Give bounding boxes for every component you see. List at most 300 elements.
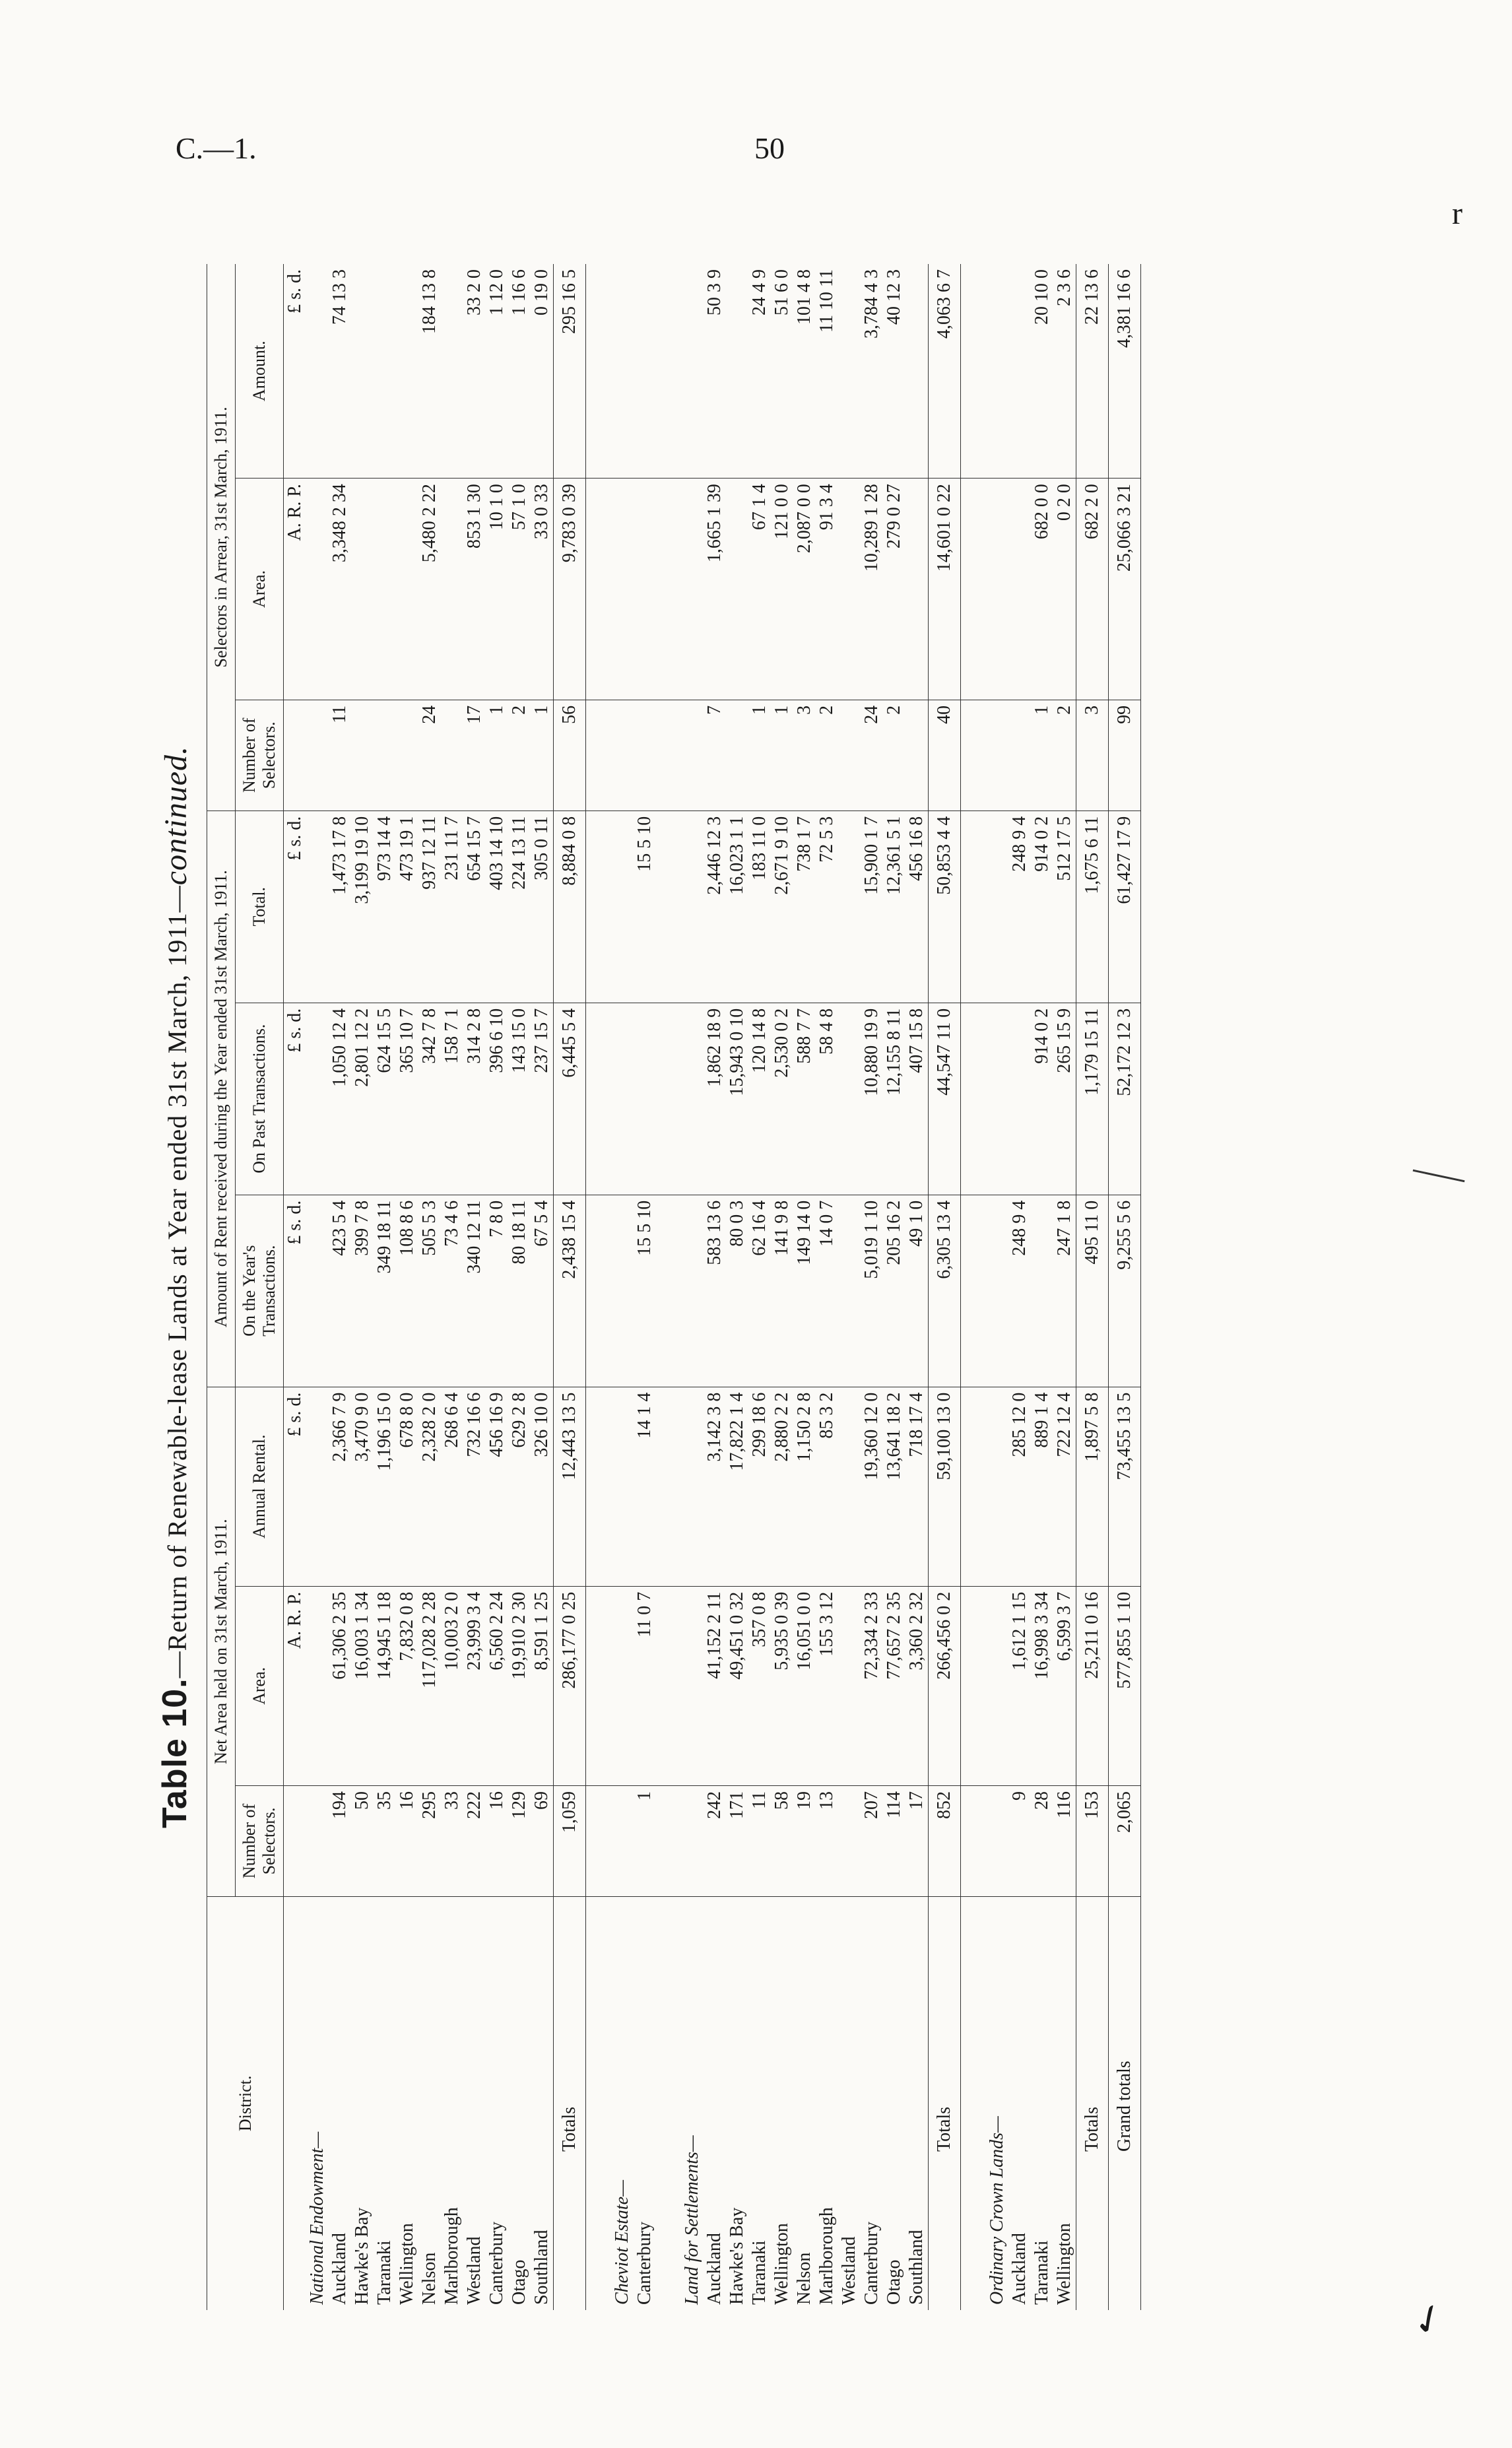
cell-sn — [1008, 700, 1031, 810]
cell-r: 299 18 6 — [748, 1387, 771, 1586]
cell-y: 349 18 11 — [374, 1195, 396, 1387]
rotated-table-block — [155, 264, 1376, 2310]
district-cell: Westland — [464, 2236, 484, 2305]
section-label: Land for Settlements— — [682, 2135, 702, 2305]
cell-sa — [838, 479, 861, 700]
section-label: Ordinary Crown Lands— — [987, 2116, 1007, 2305]
cell-y: 5,019 1 10 — [861, 1195, 883, 1387]
cell-p: 6,445 5 4 — [554, 1003, 586, 1195]
table-body — [306, 264, 1141, 2310]
section-row — [611, 264, 634, 2310]
cell-a: 3,360 2 32 — [905, 1586, 929, 1785]
district-cell: Auckland — [704, 2233, 725, 2305]
table-row — [634, 264, 656, 2310]
table-row — [816, 264, 838, 2310]
table-row — [374, 264, 396, 2310]
cell-r: 732 16 6 — [463, 1387, 486, 1586]
arrear-group-header: Selectors in Arrear, 31st March, 1911. — [207, 264, 236, 810]
units-money: £ s. d. — [284, 1387, 307, 1586]
table-number: Table 10. — [156, 1678, 194, 1829]
cell-t: 224 13 11 — [508, 810, 531, 1003]
cell-a: 14,945 1 18 — [374, 1586, 396, 1785]
cell-r: 718 17 4 — [905, 1387, 929, 1586]
cell-sa: 9,783 0 39 — [554, 479, 586, 700]
cell-t: 305 0 11 — [531, 810, 554, 1003]
table-row — [861, 264, 883, 2310]
units-money: £ s. d. — [284, 1195, 307, 1387]
cell-p: 143 15 0 — [508, 1003, 531, 1195]
cell-sa: 14,601 0 22 — [929, 479, 961, 700]
cell-n: 69 — [531, 1785, 554, 1896]
rent-group-header: Amount of Rent received during the Year ended 31st March, 1911. — [207, 810, 236, 1387]
cell-sm — [905, 264, 929, 479]
cell-sn — [726, 700, 748, 810]
cell-sa — [374, 479, 396, 700]
on-past-header: On Past Transactions. — [236, 1003, 284, 1195]
cell-y: 67 5 4 — [531, 1195, 554, 1387]
cell-sn: 1 — [531, 700, 554, 810]
cell-a: 6,560 2 24 — [486, 1586, 508, 1785]
number-selectors-header: Number of Selectors. — [236, 1785, 284, 1896]
cell-n: 114 — [883, 1785, 905, 1896]
district-cell: Auckland — [329, 2233, 350, 2305]
table-title-suffix: continued. — [158, 745, 193, 886]
cell-r: 19,360 12 0 — [861, 1387, 883, 1586]
cell-y: 108 8 6 — [396, 1195, 418, 1387]
cell-a: 61,306 2 35 — [329, 1586, 351, 1785]
cell-t: 403 14 10 — [486, 810, 508, 1003]
table-row — [531, 264, 554, 2310]
cell-sa: 682 0 0 — [1031, 479, 1053, 700]
cell-sm — [838, 264, 861, 479]
table-row — [793, 264, 816, 2310]
on-year-header: On the Year's Transactions. — [236, 1195, 284, 1387]
cell-y: 205 16 2 — [883, 1195, 905, 1387]
units-area: A. R. P. — [284, 479, 307, 700]
cell-r: 456 16 9 — [486, 1387, 508, 1586]
cell-r: 2,880 2 2 — [771, 1387, 793, 1586]
cell-a: 1,612 1 15 — [1008, 1586, 1031, 1785]
page-number: 50 — [754, 131, 785, 165]
net-area-group-header: Net Area held on 31st March, 1911. — [207, 1387, 236, 1896]
table-row — [508, 264, 531, 2310]
district-cell: Hawke's Bay — [727, 2207, 747, 2305]
cell-y: 80 18 11 — [508, 1195, 531, 1387]
cell-r: 678 8 0 — [396, 1387, 418, 1586]
cell-a: 23,999 3 4 — [463, 1586, 486, 1785]
district-cell: Taranaki — [749, 2240, 770, 2305]
cell-n: 35 — [374, 1785, 396, 1896]
cell-sm: 0 19 0 — [531, 264, 554, 479]
cell-t: 914 0 2 — [1031, 810, 1053, 1003]
cell-n: 33 — [441, 1785, 463, 1896]
section-label: National Endowment— — [307, 2131, 327, 2305]
cell-r: 2,328 2 0 — [418, 1387, 441, 1586]
cell-n: 295 — [418, 1785, 441, 1896]
cell-y: 423 5 4 — [329, 1195, 351, 1387]
cell-r: 13,641 18 2 — [883, 1387, 905, 1586]
cell-sm: 295 16 5 — [554, 264, 586, 479]
district-cell: Otago — [509, 2259, 529, 2305]
cell-sn — [634, 700, 656, 810]
section-label: Cheviot Estate— — [612, 2180, 632, 2305]
cell-y: 505 5 3 — [418, 1195, 441, 1387]
cell-sm: 184 13 8 — [418, 264, 441, 479]
cell-n: 171 — [726, 1785, 748, 1896]
cell-sn: 24 — [861, 700, 883, 810]
cell-n: 153 — [1076, 1785, 1109, 1896]
cell-y: 80 0 3 — [726, 1195, 748, 1387]
cell-p: 2,530 0 2 — [771, 1003, 793, 1195]
cell-t: 2,446 12 3 — [704, 810, 726, 1003]
district-cell: Otago — [884, 2259, 904, 2305]
cell-sa — [441, 479, 463, 700]
cell-sn: 3 — [1076, 700, 1109, 810]
cell-n: 242 — [704, 1785, 726, 1896]
district-cell: Southland — [531, 2230, 552, 2305]
cell-y: 9,255 5 6 — [1109, 1195, 1141, 1387]
cell-t: 1,473 17 8 — [329, 810, 351, 1003]
cell-t: 15,900 1 7 — [861, 810, 883, 1003]
cell-y: 247 1 8 — [1053, 1195, 1076, 1387]
cell-y: 2,438 15 4 — [554, 1195, 586, 1387]
cell-p: 1,050 12 4 — [329, 1003, 351, 1195]
cell-p: 265 15 9 — [1053, 1003, 1076, 1195]
cell-r: 722 12 4 — [1053, 1387, 1076, 1586]
table-row — [726, 264, 748, 2310]
cell-n: 194 — [329, 1785, 351, 1896]
spacer-row — [586, 264, 612, 2310]
cell-y: 73 4 6 — [441, 1195, 463, 1387]
cell-p: 365 10 7 — [396, 1003, 418, 1195]
cell-p: 2,801 12 2 — [351, 1003, 374, 1195]
cell-sm: 1 16 6 — [508, 264, 531, 479]
cell-p: 52,172 12 3 — [1109, 1003, 1141, 1195]
cell-sm — [396, 264, 418, 479]
cell-y: 149 14 0 — [793, 1195, 816, 1387]
table-row — [838, 264, 861, 2310]
cell-sm: 50 3 9 — [704, 264, 726, 479]
cell-t — [838, 810, 861, 1003]
cell-n: 207 — [861, 1785, 883, 1896]
cell-t: 473 19 1 — [396, 810, 418, 1003]
units-area: A. R. P. — [284, 1586, 307, 1785]
district-cell: Hawke's Bay — [352, 2207, 372, 2305]
cell-sa — [351, 479, 374, 700]
cell-sm: 3,784 4 3 — [861, 264, 883, 479]
cell-p: 120 14 8 — [748, 1003, 771, 1195]
table-row — [1053, 264, 1076, 2310]
cell-p: 588 7 7 — [793, 1003, 816, 1195]
cell-sm: 33 2 0 — [463, 264, 486, 479]
cell-sa — [726, 479, 748, 700]
cell-sa: 25,066 3 21 — [1109, 479, 1141, 700]
cell-sa: 121 0 0 — [771, 479, 793, 700]
cell-r: 3,142 3 8 — [704, 1387, 726, 1586]
cell-t: 12,361 5 1 — [883, 810, 905, 1003]
cell-n: 222 — [463, 1785, 486, 1896]
cell-sn — [838, 700, 861, 810]
district-cell: Totals — [1076, 1896, 1109, 2310]
totals-row — [554, 264, 586, 2310]
cell-a: 286,177 0 25 — [554, 1586, 586, 1785]
cell-sn — [351, 700, 374, 810]
district-cell: Canterbury — [486, 2222, 507, 2305]
table-row — [418, 264, 441, 2310]
district-cell: Nelson — [794, 2252, 814, 2305]
cell-a: 6,599 3 7 — [1053, 1586, 1076, 1785]
cell-n: 13 — [816, 1785, 838, 1896]
district-cell: Taranaki — [1032, 2240, 1052, 2305]
table-row — [748, 264, 771, 2310]
spacer-row — [961, 264, 987, 2310]
cell-sa: 5,480 2 22 — [418, 479, 441, 700]
cell-sa: 2,087 0 0 — [793, 479, 816, 700]
cell-y — [1031, 1195, 1053, 1387]
cell-t: 2,671 9 10 — [771, 810, 793, 1003]
cell-r: 14 1 4 — [634, 1387, 656, 1586]
cell-n: 116 — [1053, 1785, 1076, 1896]
cell-sn: 40 — [929, 700, 961, 810]
table-row — [463, 264, 486, 2310]
cell-n: 16 — [486, 1785, 508, 1896]
area-header: Area. — [236, 1586, 284, 1785]
arrear-area-header: Area. — [236, 479, 284, 700]
cell-n: 28 — [1031, 1785, 1053, 1896]
cell-sa: 67 1 4 — [748, 479, 771, 700]
cell-sn: 24 — [418, 700, 441, 810]
cell-a: 11 0 7 — [634, 1586, 656, 1785]
cell-n: 16 — [396, 1785, 418, 1896]
units-money: £ s. d. — [284, 1003, 307, 1195]
cell-sn: 1 — [748, 700, 771, 810]
cell-sa: 682 2 0 — [1076, 479, 1109, 700]
cell-sa: 0 2 0 — [1053, 479, 1076, 700]
cell-r: 3,470 9 0 — [351, 1387, 374, 1586]
cell-sn: 2 — [883, 700, 905, 810]
cell-y: 6,305 13 4 — [929, 1195, 961, 1387]
cell-sm — [441, 264, 463, 479]
table-row — [486, 264, 508, 2310]
cell-sm — [634, 264, 656, 479]
district-cell: Wellington — [1054, 2223, 1074, 2305]
table-row — [704, 264, 726, 2310]
district-cell: Marlborough — [442, 2207, 462, 2305]
cell-sn: 1 — [771, 700, 793, 810]
cell-sm — [351, 264, 374, 479]
cell-n — [838, 1785, 861, 1896]
cell-sa — [1008, 479, 1031, 700]
cell-t: 3,199 19 10 — [351, 810, 374, 1003]
cell-p: 58 4 8 — [816, 1003, 838, 1195]
cell-p: 1,862 18 9 — [704, 1003, 726, 1195]
cell-sm: 40 12 3 — [883, 264, 905, 479]
arrear-amount-header: Amount. — [236, 264, 284, 479]
cell-t: 248 9 4 — [1008, 810, 1031, 1003]
cell-p — [1008, 1003, 1031, 1195]
cell-sm: 1 12 0 — [486, 264, 508, 479]
district-cell: Totals — [554, 1896, 586, 2310]
cell-t: 183 11 0 — [748, 810, 771, 1003]
cell-sa: 33 0 33 — [531, 479, 554, 700]
cell-sn: 1 — [486, 700, 508, 810]
cell-y: 340 12 11 — [463, 1195, 486, 1387]
cell-a: 49,451 0 32 — [726, 1586, 748, 1785]
district-cell: Westland — [839, 2236, 859, 2305]
cell-a: 16,003 1 34 — [351, 1586, 374, 1785]
cell-sa: 10 1 0 — [486, 479, 508, 700]
section-row — [306, 264, 329, 2310]
cell-t: 738 1 7 — [793, 810, 816, 1003]
cell-p: 342 7 8 — [418, 1003, 441, 1195]
cell-y — [838, 1195, 861, 1387]
cell-sm — [1008, 264, 1031, 479]
district-cell: Southland — [906, 2230, 927, 2305]
cell-p — [634, 1003, 656, 1195]
table-row — [396, 264, 418, 2310]
totals-row — [1076, 264, 1109, 2310]
cell-a: 72,334 2 33 — [861, 1586, 883, 1785]
cell-p: 396 6 10 — [486, 1003, 508, 1195]
cell-n: 17 — [905, 1785, 929, 1896]
cell-a: 117,028 2 28 — [418, 1586, 441, 1785]
table-row — [883, 264, 905, 2310]
cell-t: 937 12 11 — [418, 810, 441, 1003]
cell-y: 495 11 0 — [1076, 1195, 1109, 1387]
district-cell: Marlborough — [816, 2207, 837, 2305]
cell-p: 914 0 2 — [1031, 1003, 1053, 1195]
district-cell: Wellington — [772, 2223, 792, 2305]
cell-sn: 11 — [329, 700, 351, 810]
table-title — [155, 264, 195, 2310]
cell-a: 25,211 0 16 — [1076, 1586, 1109, 1785]
cell-r: 1,196 15 0 — [374, 1387, 396, 1586]
cell-a — [838, 1586, 861, 1785]
cell-a: 357 0 8 — [748, 1586, 771, 1785]
cell-sm — [726, 264, 748, 479]
cell-p: 237 15 7 — [531, 1003, 554, 1195]
section-row — [986, 264, 1008, 2310]
cell-n: 9 — [1008, 1785, 1031, 1896]
district-header: District. — [207, 1896, 284, 2310]
cell-sn: 17 — [463, 700, 486, 810]
table-row — [329, 264, 351, 2310]
cell-r: 73,455 13 5 — [1109, 1387, 1141, 1586]
district-cell: Canterbury — [634, 2222, 655, 2305]
cell-t: 61,427 17 9 — [1109, 810, 1141, 1003]
cell-a: 577,855 1 10 — [1109, 1586, 1141, 1785]
cell-sn: 1 — [1031, 700, 1053, 810]
table-row — [351, 264, 374, 2310]
cell-sn — [905, 700, 929, 810]
cell-sn: 2 — [816, 700, 838, 810]
cell-sa: 853 1 30 — [463, 479, 486, 700]
arrear-number-header: Number of Selectors. — [236, 700, 284, 810]
total-header: Total. — [236, 810, 284, 1003]
cell-sa — [634, 479, 656, 700]
cell-sn: 3 — [793, 700, 816, 810]
cell-a: 16,998 3 34 — [1031, 1586, 1053, 1785]
district-cell: Wellington — [397, 2223, 417, 2305]
cell-sa: 279 0 27 — [883, 479, 905, 700]
cell-sn — [374, 700, 396, 810]
spacer-row — [656, 264, 681, 2310]
cell-sa: 57 1 0 — [508, 479, 531, 700]
cell-t: 8,884 0 8 — [554, 810, 586, 1003]
cell-n: 58 — [771, 1785, 793, 1896]
cell-a: 10,003 2 0 — [441, 1586, 463, 1785]
table-row — [1008, 264, 1031, 2310]
cell-r: 629 2 8 — [508, 1387, 531, 1586]
table-row — [905, 264, 929, 2310]
cell-a: 266,456 0 2 — [929, 1586, 961, 1785]
table-row — [441, 264, 463, 2310]
cell-p: 15,943 0 10 — [726, 1003, 748, 1195]
cell-r: 1,897 5 8 — [1076, 1387, 1109, 1586]
cell-a: 5,935 0 39 — [771, 1586, 793, 1785]
cell-a: 7,832 0 8 — [396, 1586, 418, 1785]
cell-r: 12,443 13 5 — [554, 1387, 586, 1586]
cell-sm: 101 4 8 — [793, 264, 816, 479]
cell-sn: 2 — [1053, 700, 1076, 810]
cell-n: 50 — [351, 1785, 374, 1896]
cell-n: 2,065 — [1109, 1785, 1141, 1896]
cell-sm: 51 6 0 — [771, 264, 793, 479]
pencil-tick: ✓ — [1404, 2293, 1453, 2347]
cell-sm: 20 10 0 — [1031, 264, 1053, 479]
cell-y: 141 9 8 — [771, 1195, 793, 1387]
cell-sa — [905, 479, 929, 700]
cell-r: 889 1 4 — [1031, 1387, 1053, 1586]
cell-n: 1 — [634, 1785, 656, 1896]
table-row — [771, 264, 793, 2310]
cell-sm: 22 13 6 — [1076, 264, 1109, 479]
cell-sm: 4,381 16 6 — [1109, 264, 1141, 479]
cell-p: 624 15 5 — [374, 1003, 396, 1195]
units-money: £ s. d. — [284, 810, 307, 1003]
district-cell: Grand totals — [1109, 1896, 1141, 2310]
cell-sn — [441, 700, 463, 810]
units-money: £ s. d. — [284, 264, 307, 479]
cell-a: 41,152 2 11 — [704, 1586, 726, 1785]
pencil-mark: r — [1452, 196, 1463, 231]
cell-a: 77,657 2 35 — [883, 1586, 905, 1785]
cell-p: 44,547 11 0 — [929, 1003, 961, 1195]
cell-a: 16,051 0 0 — [793, 1586, 816, 1785]
cell-r: 59,100 13 0 — [929, 1387, 961, 1586]
cell-y: 399 7 8 — [351, 1195, 374, 1387]
cell-sa: 1,665 1 39 — [704, 479, 726, 700]
cell-sm: 4,063 6 7 — [929, 264, 961, 479]
cell-sa: 3,348 2 34 — [329, 479, 351, 700]
cell-a: 155 3 12 — [816, 1586, 838, 1785]
cell-r: 2,366 7 9 — [329, 1387, 351, 1586]
cell-t: 512 17 5 — [1053, 810, 1076, 1003]
cell-t: 456 16 8 — [905, 810, 929, 1003]
cell-p: 12,155 8 11 — [883, 1003, 905, 1195]
cell-t: 50,853 4 4 — [929, 810, 961, 1003]
cell-y: 583 13 6 — [704, 1195, 726, 1387]
cell-sa: 91 3 4 — [816, 479, 838, 700]
cell-sn: 7 — [704, 700, 726, 810]
cell-sm: 24 4 9 — [748, 264, 771, 479]
cell-y: 7 8 0 — [486, 1195, 508, 1387]
cell-y: 49 1 0 — [905, 1195, 929, 1387]
cell-t: 15 5 10 — [634, 810, 656, 1003]
pencil-stroke — [1413, 1170, 1465, 1183]
cell-y: 15 5 10 — [634, 1195, 656, 1387]
cell-sn — [396, 700, 418, 810]
